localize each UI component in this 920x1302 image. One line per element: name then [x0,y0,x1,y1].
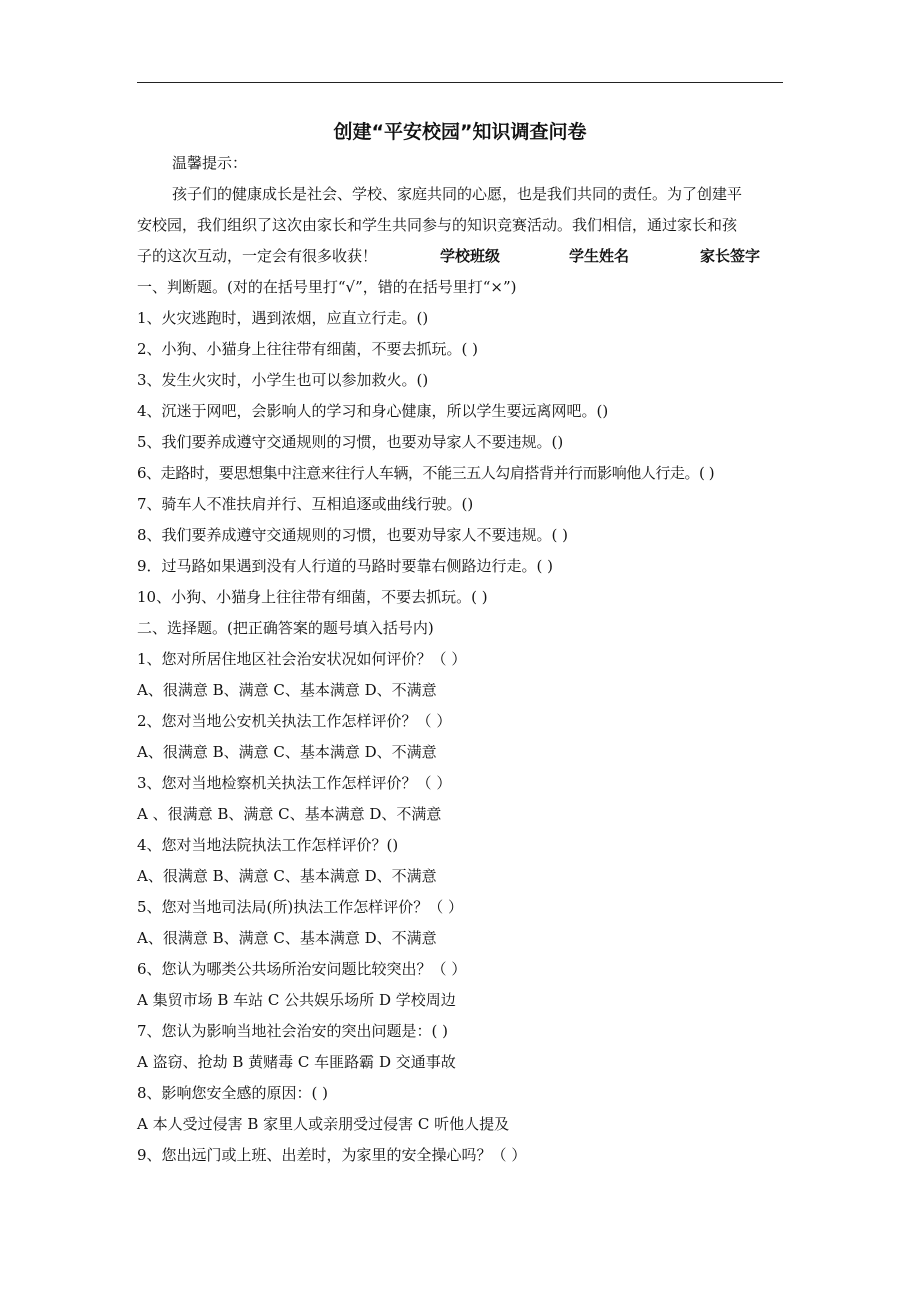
mc-question-6: 6、您认为哪类公共场所治安问题比较突出？（ ） [137,960,467,978]
mc-question-5: 5、您对当地司法局(所)执法工作怎样评价？（ ） [137,898,464,916]
tf-question-7: 7、骑车人不准扶肩并行、互相追逐或曲线行驶。() [137,495,474,513]
tf-question-2: 2、小狗、小猫身上往往带有细菌，不要去抓玩。( ) [137,340,479,358]
mc-question-2: 2、您对当地公安机关执法工作怎样评价？（ ） [137,712,452,730]
tf-question-8: 8、我们要养成遵守交通规则的习惯，也要劝导家人不要违规。( ) [137,526,569,544]
student-name-field: 学生姓名 [569,247,630,265]
mc-options-5: A、很满意 B、满意 C、基本满意 D、不满意 [137,929,437,947]
tf-question-3: 3、发生火灾时，小学生也可以参加救火。() [137,371,429,389]
section1-heading: 一、判断题。(对的在括号里打“√”，错的在括号里打“×”) [137,278,517,296]
mc-question-1: 1、您对所居住地区社会治安状况如何评价？（ ） [137,650,467,668]
mc-question-7: 7、您认为影响当地社会治安的突出问题是：( ) [137,1022,449,1040]
header-rule [137,82,783,83]
mc-options-7: A 盗窃、抢劫 B 黄赌毒 C 车匪路霸 D 交通事故 [137,1053,456,1071]
mc-options-1: A、很满意 B、满意 C、基本满意 D、不满意 [137,681,437,699]
tf-question-1: 1、火灾逃跑时，遇到浓烟，应直立行走。() [137,309,429,327]
mc-options-2: A、很满意 B、满意 C、基本满意 D、不满意 [137,743,437,761]
tf-question-5: 5、我们要养成遵守交通规则的习惯，也要劝导家人不要违规。() [137,433,564,451]
section2-heading: 二、选择题。(把正确答案的题号填入括号内) [137,619,434,637]
intro-line-2: 安校园，我们组织了这次由家长和学生共同参与的知识竞赛活动。我们相信，通过家长和孩 [137,216,738,234]
tf-question-4: 4、沉迷于网吧，会影响人的学习和身心健康，所以学生要远离网吧。() [137,402,609,420]
school-class-field: 学校班级 [440,247,501,265]
tf-question-10: 10、小狗、小猫身上往往带有细菌，不要去抓玩。( ) [137,588,488,606]
intro-line-1: 孩子们的健康成长是社会、学校、家庭共同的心愿，也是我们共同的责任。为了创建平 [172,185,743,203]
mc-question-9: 9、您出远门或上班、出差时，为家里的安全操心吗？（ ） [137,1146,527,1164]
mc-question-3: 3、您对当地检察机关执法工作怎样评价？（ ） [137,774,452,792]
mc-question-8: 8、影响您安全感的原因：( ) [137,1084,329,1102]
mc-question-4: 4、您对当地法院执法工作怎样评价？() [137,836,399,854]
intro-line-3: 子的这次互动，一定会有很多收获！ [137,247,378,265]
mc-options-6: A 集贸市场 B 车站 C 公共娱乐场所 D 学校周边 [137,991,456,1009]
mc-options-3: A 、很满意 B、满意 C、基本满意 D、不满意 [137,805,442,823]
tf-question-9: 9．过马路如果遇到没有人行道的马路时要靠右侧路边行走。( ) [137,557,554,575]
page-title: 创建“平安校园”知识调查问卷 [333,121,587,143]
mc-options-8: A 本人受过侵害 B 家里人或亲朋受过侵害 C 听他人提及 [137,1115,510,1133]
mc-options-4: A、很满意 B、满意 C、基本满意 D、不满意 [137,867,437,885]
tf-question-6: 6、走路时，要思想集中注意来往行人车辆，不能三五人勾肩搭背并行而影响他人行走。( ) [137,464,715,482]
tip-label: 温馨提示： [172,154,248,172]
parent-signature-field: 家长签字 [700,247,761,265]
